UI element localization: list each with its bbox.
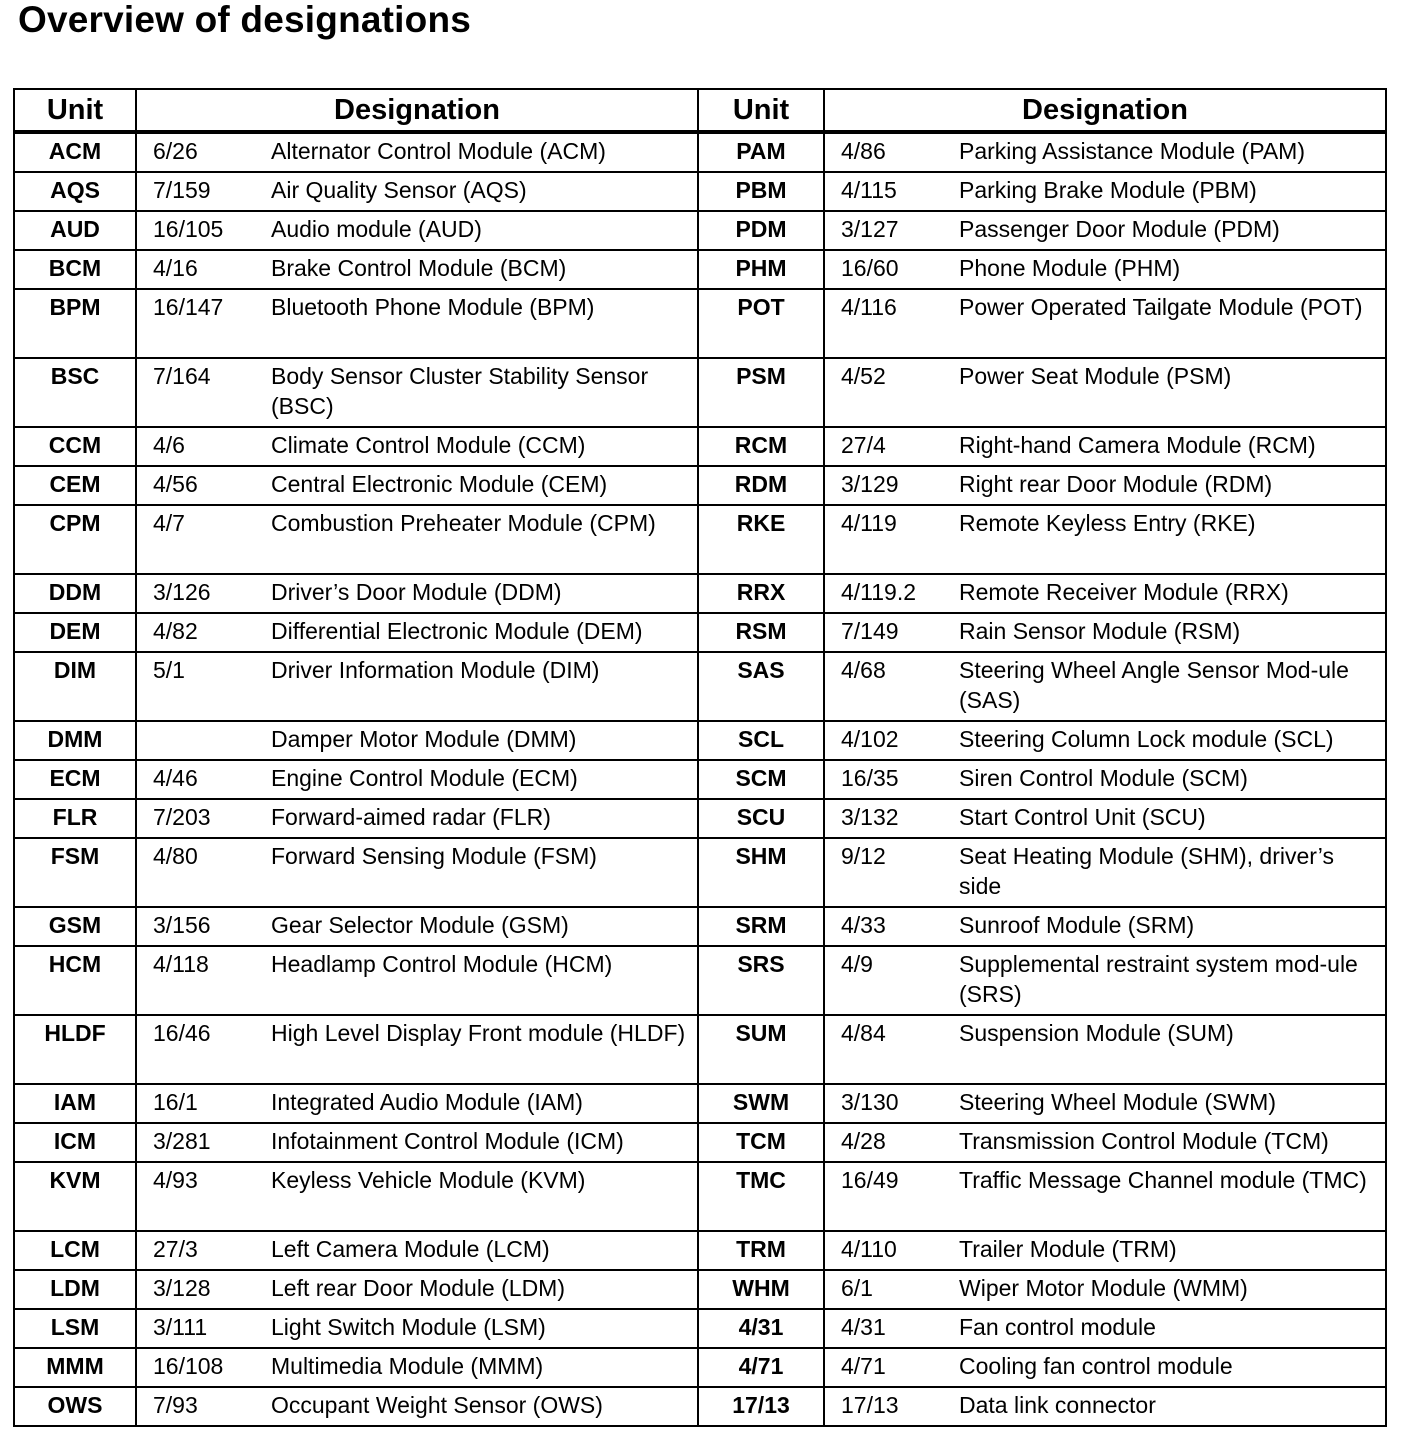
designation-name: Remote Receiver Module (RRX) <box>959 579 1289 605</box>
designation-name: Engine Control Module (ECM) <box>271 765 578 791</box>
designation-name: Parking Brake Module (PBM) <box>959 177 1257 203</box>
designation-name: Supplemental restraint system mod-ule (SRS) <box>959 951 1358 1007</box>
designation-code: 17/13 <box>841 1392 899 1418</box>
right-designation-cell <box>824 466 1386 505</box>
left-designation-cell <box>136 1123 698 1162</box>
left-designation-cell <box>136 721 698 760</box>
designation-code: 16/1 <box>153 1089 198 1115</box>
designation-code: 16/108 <box>153 1353 224 1379</box>
designation-name: Phone Module (PHM) <box>959 255 1181 281</box>
designation-name: Right rear Door Module (RDM) <box>959 471 1273 497</box>
right-unit-cell: SCL <box>698 721 824 760</box>
designation-code: 3/156 <box>153 912 211 938</box>
designation-code: 4/71 <box>841 1353 886 1379</box>
designation-code: 4/56 <box>153 471 198 497</box>
designation-code: 4/86 <box>841 138 886 164</box>
designation-name: Parking Assistance Module (PAM) <box>959 138 1305 164</box>
designation-name: Central Electronic Module (CEM) <box>271 471 608 497</box>
right-designation-cell <box>824 652 1386 721</box>
right-designation-cell <box>824 1231 1386 1270</box>
table-row <box>14 211 1386 250</box>
left-designation-cell <box>136 838 698 907</box>
right-designation-cell <box>824 799 1386 838</box>
designation-code: 3/130 <box>841 1089 899 1115</box>
left-designation-cell <box>136 1348 698 1387</box>
right-unit-cell: SHM <box>698 838 824 907</box>
right-unit-cell: TMC <box>698 1162 824 1231</box>
designation-name: Alternator Control Module (ACM) <box>271 138 606 164</box>
table-row <box>14 1084 1386 1123</box>
designation-name: Steering Wheel Angle Sensor Mod-ule (SAS) <box>959 657 1349 713</box>
designation-name: Integrated Audio Module (IAM) <box>271 1089 583 1115</box>
designation-code: 16/147 <box>153 294 224 320</box>
designation-code: 16/46 <box>153 1020 211 1046</box>
designation-code: 5/1 <box>153 657 185 683</box>
designation-code: 27/3 <box>153 1236 198 1262</box>
table-row <box>14 613 1386 652</box>
right-designation-cell <box>824 613 1386 652</box>
left-unit-cell: ACM <box>14 132 136 172</box>
table-row <box>14 652 1386 721</box>
designations-table <box>13 88 1387 1427</box>
designation-name: Sunroof Module (SRM) <box>959 912 1195 938</box>
right-designation-cell <box>824 574 1386 613</box>
table-row <box>14 358 1386 427</box>
left-unit-cell: FLR <box>14 799 136 838</box>
table-row <box>14 760 1386 799</box>
designation-name: Traffic Message Channel module (TMC) <box>959 1167 1367 1193</box>
table-row <box>14 466 1386 505</box>
right-designation-cell <box>824 1015 1386 1084</box>
right-designation-cell <box>824 838 1386 907</box>
left-designation-cell <box>136 574 698 613</box>
right-unit-cell: RKE <box>698 505 824 574</box>
header-unit: Unit <box>14 89 136 132</box>
left-designation-cell <box>136 1387 698 1426</box>
left-designation-cell <box>136 211 698 250</box>
right-designation-cell <box>824 250 1386 289</box>
left-designation-cell <box>136 652 698 721</box>
designation-name: Damper Motor Module (DMM) <box>271 726 577 752</box>
left-unit-cell: LSM <box>14 1309 136 1348</box>
table-row <box>14 574 1386 613</box>
right-unit-cell: RDM <box>698 466 824 505</box>
table-row <box>14 289 1386 358</box>
designation-name: Air Quality Sensor (AQS) <box>271 177 527 203</box>
right-unit-cell: SRM <box>698 907 824 946</box>
left-unit-cell: AQS <box>14 172 136 211</box>
designation-name: Gear Selector Module (GSM) <box>271 912 569 938</box>
designation-name: Light Switch Module (LSM) <box>271 1314 546 1340</box>
designation-name: Passenger Door Module (PDM) <box>959 216 1280 242</box>
table-row <box>14 1387 1386 1426</box>
designation-name: Bluetooth Phone Module (BPM) <box>271 294 595 320</box>
left-designation-cell <box>136 505 698 574</box>
designation-code: 4/93 <box>153 1167 198 1193</box>
left-unit-cell: DEM <box>14 613 136 652</box>
designation-name: Start Control Unit (SCU) <box>959 804 1206 830</box>
designation-code: 4/82 <box>153 618 198 644</box>
left-designation-cell <box>136 1270 698 1309</box>
designation-name: Headlamp Control Module (HCM) <box>271 951 613 977</box>
designation-code: 7/203 <box>153 804 211 830</box>
designation-name: Forward-aimed radar (FLR) <box>271 804 551 830</box>
designation-code: 16/35 <box>841 765 899 791</box>
designation-code: 3/128 <box>153 1275 211 1301</box>
header-unit: Unit <box>698 89 824 132</box>
designation-code: 16/105 <box>153 216 224 242</box>
right-designation-cell <box>824 1123 1386 1162</box>
right-unit-cell: RSM <box>698 613 824 652</box>
left-designation-cell <box>136 427 698 466</box>
table-row <box>14 1231 1386 1270</box>
right-unit-cell: 4/31 <box>698 1309 824 1348</box>
right-designation-cell <box>824 1348 1386 1387</box>
right-designation-cell <box>824 721 1386 760</box>
right-unit-cell: RCM <box>698 427 824 466</box>
right-designation-cell <box>824 1270 1386 1309</box>
designation-code: 7/93 <box>153 1392 198 1418</box>
designation-code: 4/52 <box>841 363 886 389</box>
designation-name: Data link connector <box>959 1392 1156 1418</box>
left-unit-cell: LDM <box>14 1270 136 1309</box>
designation-code: 4/28 <box>841 1128 886 1154</box>
designation-name: Remote Keyless Entry (RKE) <box>959 510 1256 536</box>
left-unit-cell: HCM <box>14 946 136 1015</box>
designation-code: 4/84 <box>841 1020 886 1046</box>
left-unit-cell: BPM <box>14 289 136 358</box>
designation-code: 4/116 <box>841 294 897 320</box>
left-designation-cell <box>136 946 698 1015</box>
left-unit-cell: AUD <box>14 211 136 250</box>
left-designation-cell <box>136 1162 698 1231</box>
designation-code: 4/16 <box>153 255 198 281</box>
right-unit-cell: 17/13 <box>698 1387 824 1426</box>
left-unit-cell: LCM <box>14 1231 136 1270</box>
left-designation-cell <box>136 1309 698 1348</box>
designation-name: Trailer Module (TRM) <box>959 1236 1177 1262</box>
designation-name: Steering Column Lock module (SCL) <box>959 726 1334 752</box>
table-row <box>14 250 1386 289</box>
designation-code: 9/12 <box>841 843 886 869</box>
left-designation-cell <box>136 132 698 172</box>
right-designation-cell <box>824 1309 1386 1348</box>
right-designation-cell <box>824 211 1386 250</box>
header-designation: Designation <box>136 89 698 132</box>
left-unit-cell: OWS <box>14 1387 136 1426</box>
designation-code: 4/118 <box>153 951 209 977</box>
table-row <box>14 132 1386 172</box>
designation-name: Left Camera Module (LCM) <box>271 1236 550 1262</box>
left-unit-cell: HLDF <box>14 1015 136 1084</box>
designation-name: Forward Sensing Module (FSM) <box>271 843 597 869</box>
designation-name: High Level Display Front module (HLDF) <box>271 1020 686 1046</box>
left-designation-cell <box>136 466 698 505</box>
designation-name: Audio module (AUD) <box>271 216 482 242</box>
right-unit-cell: PHM <box>698 250 824 289</box>
left-unit-cell: CCM <box>14 427 136 466</box>
left-designation-cell <box>136 289 698 358</box>
left-designation-cell <box>136 760 698 799</box>
designation-name: Infotainment Control Module (ICM) <box>271 1128 624 1154</box>
designation-code: 4/31 <box>841 1314 886 1340</box>
designation-code: 3/129 <box>841 471 899 497</box>
right-unit-cell: RRX <box>698 574 824 613</box>
designation-name: Steering Wheel Module (SWM) <box>959 1089 1276 1115</box>
designation-code: 16/60 <box>841 255 899 281</box>
right-unit-cell: PBM <box>698 172 824 211</box>
right-unit-cell: SRS <box>698 946 824 1015</box>
right-designation-cell <box>824 427 1386 466</box>
designation-name: Siren Control Module (SCM) <box>959 765 1248 791</box>
right-unit-cell: PDM <box>698 211 824 250</box>
right-unit-cell: SCU <box>698 799 824 838</box>
left-unit-cell: CEM <box>14 466 136 505</box>
designation-name: Power Seat Module (PSM) <box>959 363 1232 389</box>
right-unit-cell: PAM <box>698 132 824 172</box>
designation-code: 7/159 <box>153 177 211 203</box>
header-designation: Designation <box>824 89 1386 132</box>
right-unit-cell: SWM <box>698 1084 824 1123</box>
designation-code: 3/126 <box>153 579 211 605</box>
designation-name: Power Operated Tailgate Module (POT) <box>959 294 1363 320</box>
left-unit-cell: FSM <box>14 838 136 907</box>
left-designation-cell <box>136 799 698 838</box>
designation-code: 4/119.2 <box>841 579 917 605</box>
designation-code: 4/119 <box>841 510 897 536</box>
left-designation-cell <box>136 1015 698 1084</box>
designation-code: 4/6 <box>153 432 185 458</box>
designation-code: 3/111 <box>153 1314 208 1340</box>
right-unit-cell: 4/71 <box>698 1348 824 1387</box>
left-designation-cell <box>136 1231 698 1270</box>
left-unit-cell: DIM <box>14 652 136 721</box>
table-row <box>14 172 1386 211</box>
designation-name: Wiper Motor Module (WMM) <box>959 1275 1248 1301</box>
designation-code: 3/132 <box>841 804 899 830</box>
table-row <box>14 907 1386 946</box>
left-unit-cell: ICM <box>14 1123 136 1162</box>
designation-name: Keyless Vehicle Module (KVM) <box>271 1167 586 1193</box>
designation-code: 3/127 <box>841 216 899 242</box>
designation-code: 6/1 <box>841 1275 873 1301</box>
designation-code <box>137 724 271 754</box>
table-row <box>14 1123 1386 1162</box>
left-designation-cell <box>136 613 698 652</box>
designation-code: 4/46 <box>153 765 198 791</box>
left-unit-cell: MMM <box>14 1348 136 1387</box>
designation-code: 7/149 <box>841 618 899 644</box>
left-unit-cell: IAM <box>14 1084 136 1123</box>
table-row <box>14 1015 1386 1084</box>
designation-name: Occupant Weight Sensor (OWS) <box>271 1392 603 1418</box>
designation-name: Driver Information Module (DIM) <box>271 657 600 683</box>
left-unit-cell: DDM <box>14 574 136 613</box>
right-designation-cell <box>824 1084 1386 1123</box>
right-unit-cell: TRM <box>698 1231 824 1270</box>
designation-name: Driver’s Door Module (DDM) <box>271 579 562 605</box>
left-unit-cell: KVM <box>14 1162 136 1231</box>
right-designation-cell <box>824 907 1386 946</box>
designation-name: Combustion Preheater Module (CPM) <box>271 510 656 536</box>
right-designation-cell <box>824 760 1386 799</box>
table-row <box>14 946 1386 1015</box>
right-designation-cell <box>824 946 1386 1015</box>
designation-name: Rain Sensor Module (RSM) <box>959 618 1241 644</box>
designation-name: Cooling fan control module <box>959 1353 1233 1379</box>
table-row <box>14 721 1386 760</box>
designation-name: Brake Control Module (BCM) <box>271 255 567 281</box>
header-row <box>14 89 1386 132</box>
right-unit-cell: TCM <box>698 1123 824 1162</box>
left-unit-cell: BCM <box>14 250 136 289</box>
right-designation-cell <box>824 358 1386 427</box>
left-designation-cell <box>136 1084 698 1123</box>
designation-name: Multimedia Module (MMM) <box>271 1353 544 1379</box>
designation-code: 3/281 <box>153 1128 211 1154</box>
designation-code: 4/9 <box>841 951 873 977</box>
designation-name: Body Sensor Cluster Stability Sensor (BSC) <box>271 363 649 419</box>
right-designation-cell <box>824 1387 1386 1426</box>
designation-code: 16/49 <box>841 1167 899 1193</box>
right-designation-cell <box>824 172 1386 211</box>
designation-code: 4/110 <box>841 1236 897 1262</box>
designation-name: Climate Control Module (CCM) <box>271 432 586 458</box>
left-designation-cell <box>136 358 698 427</box>
table-row <box>14 427 1386 466</box>
left-designation-cell <box>136 250 698 289</box>
left-unit-cell: DMM <box>14 721 136 760</box>
left-unit-cell: BSC <box>14 358 136 427</box>
left-designation-cell <box>136 907 698 946</box>
table-row <box>14 1309 1386 1348</box>
designation-code: 4/33 <box>841 912 886 938</box>
designation-code: 6/26 <box>153 138 198 164</box>
designation-code: 7/164 <box>153 363 211 389</box>
designation-name: Seat Heating Module (SHM), driver’s side <box>959 843 1334 899</box>
designation-name: Differential Electronic Module (DEM) <box>271 618 643 644</box>
right-unit-cell: POT <box>698 289 824 358</box>
designation-name: Suspension Module (SUM) <box>959 1020 1234 1046</box>
designation-name: Fan control module <box>959 1314 1156 1340</box>
table-row <box>14 505 1386 574</box>
table-row <box>14 1348 1386 1387</box>
right-unit-cell: PSM <box>698 358 824 427</box>
table-row <box>14 838 1386 907</box>
designation-code: 4/102 <box>841 726 899 752</box>
right-designation-cell <box>824 132 1386 172</box>
left-unit-cell: ECM <box>14 760 136 799</box>
designation-code: 4/68 <box>841 657 886 683</box>
left-unit-cell: GSM <box>14 907 136 946</box>
right-unit-cell: SCM <box>698 760 824 799</box>
designation-name: Transmission Control Module (TCM) <box>959 1128 1329 1154</box>
designation-name: Left rear Door Module (LDM) <box>271 1275 565 1301</box>
table-row <box>14 1162 1386 1231</box>
right-designation-cell <box>824 289 1386 358</box>
right-designation-cell <box>824 1162 1386 1231</box>
table-row <box>14 799 1386 838</box>
table-row <box>14 1270 1386 1309</box>
right-designation-cell <box>824 505 1386 574</box>
designation-code: 4/7 <box>153 510 185 536</box>
designation-code: 4/115 <box>841 177 897 203</box>
designation-name: Right-hand Camera Module (RCM) <box>959 432 1316 458</box>
left-designation-cell <box>136 172 698 211</box>
page-title: Overview of designations <box>18 0 472 40</box>
left-unit-cell: CPM <box>14 505 136 574</box>
designation-code: 27/4 <box>841 432 886 458</box>
right-unit-cell: WHM <box>698 1270 824 1309</box>
designation-code: 4/80 <box>153 843 198 869</box>
right-unit-cell: SAS <box>698 652 824 721</box>
right-unit-cell: SUM <box>698 1015 824 1084</box>
